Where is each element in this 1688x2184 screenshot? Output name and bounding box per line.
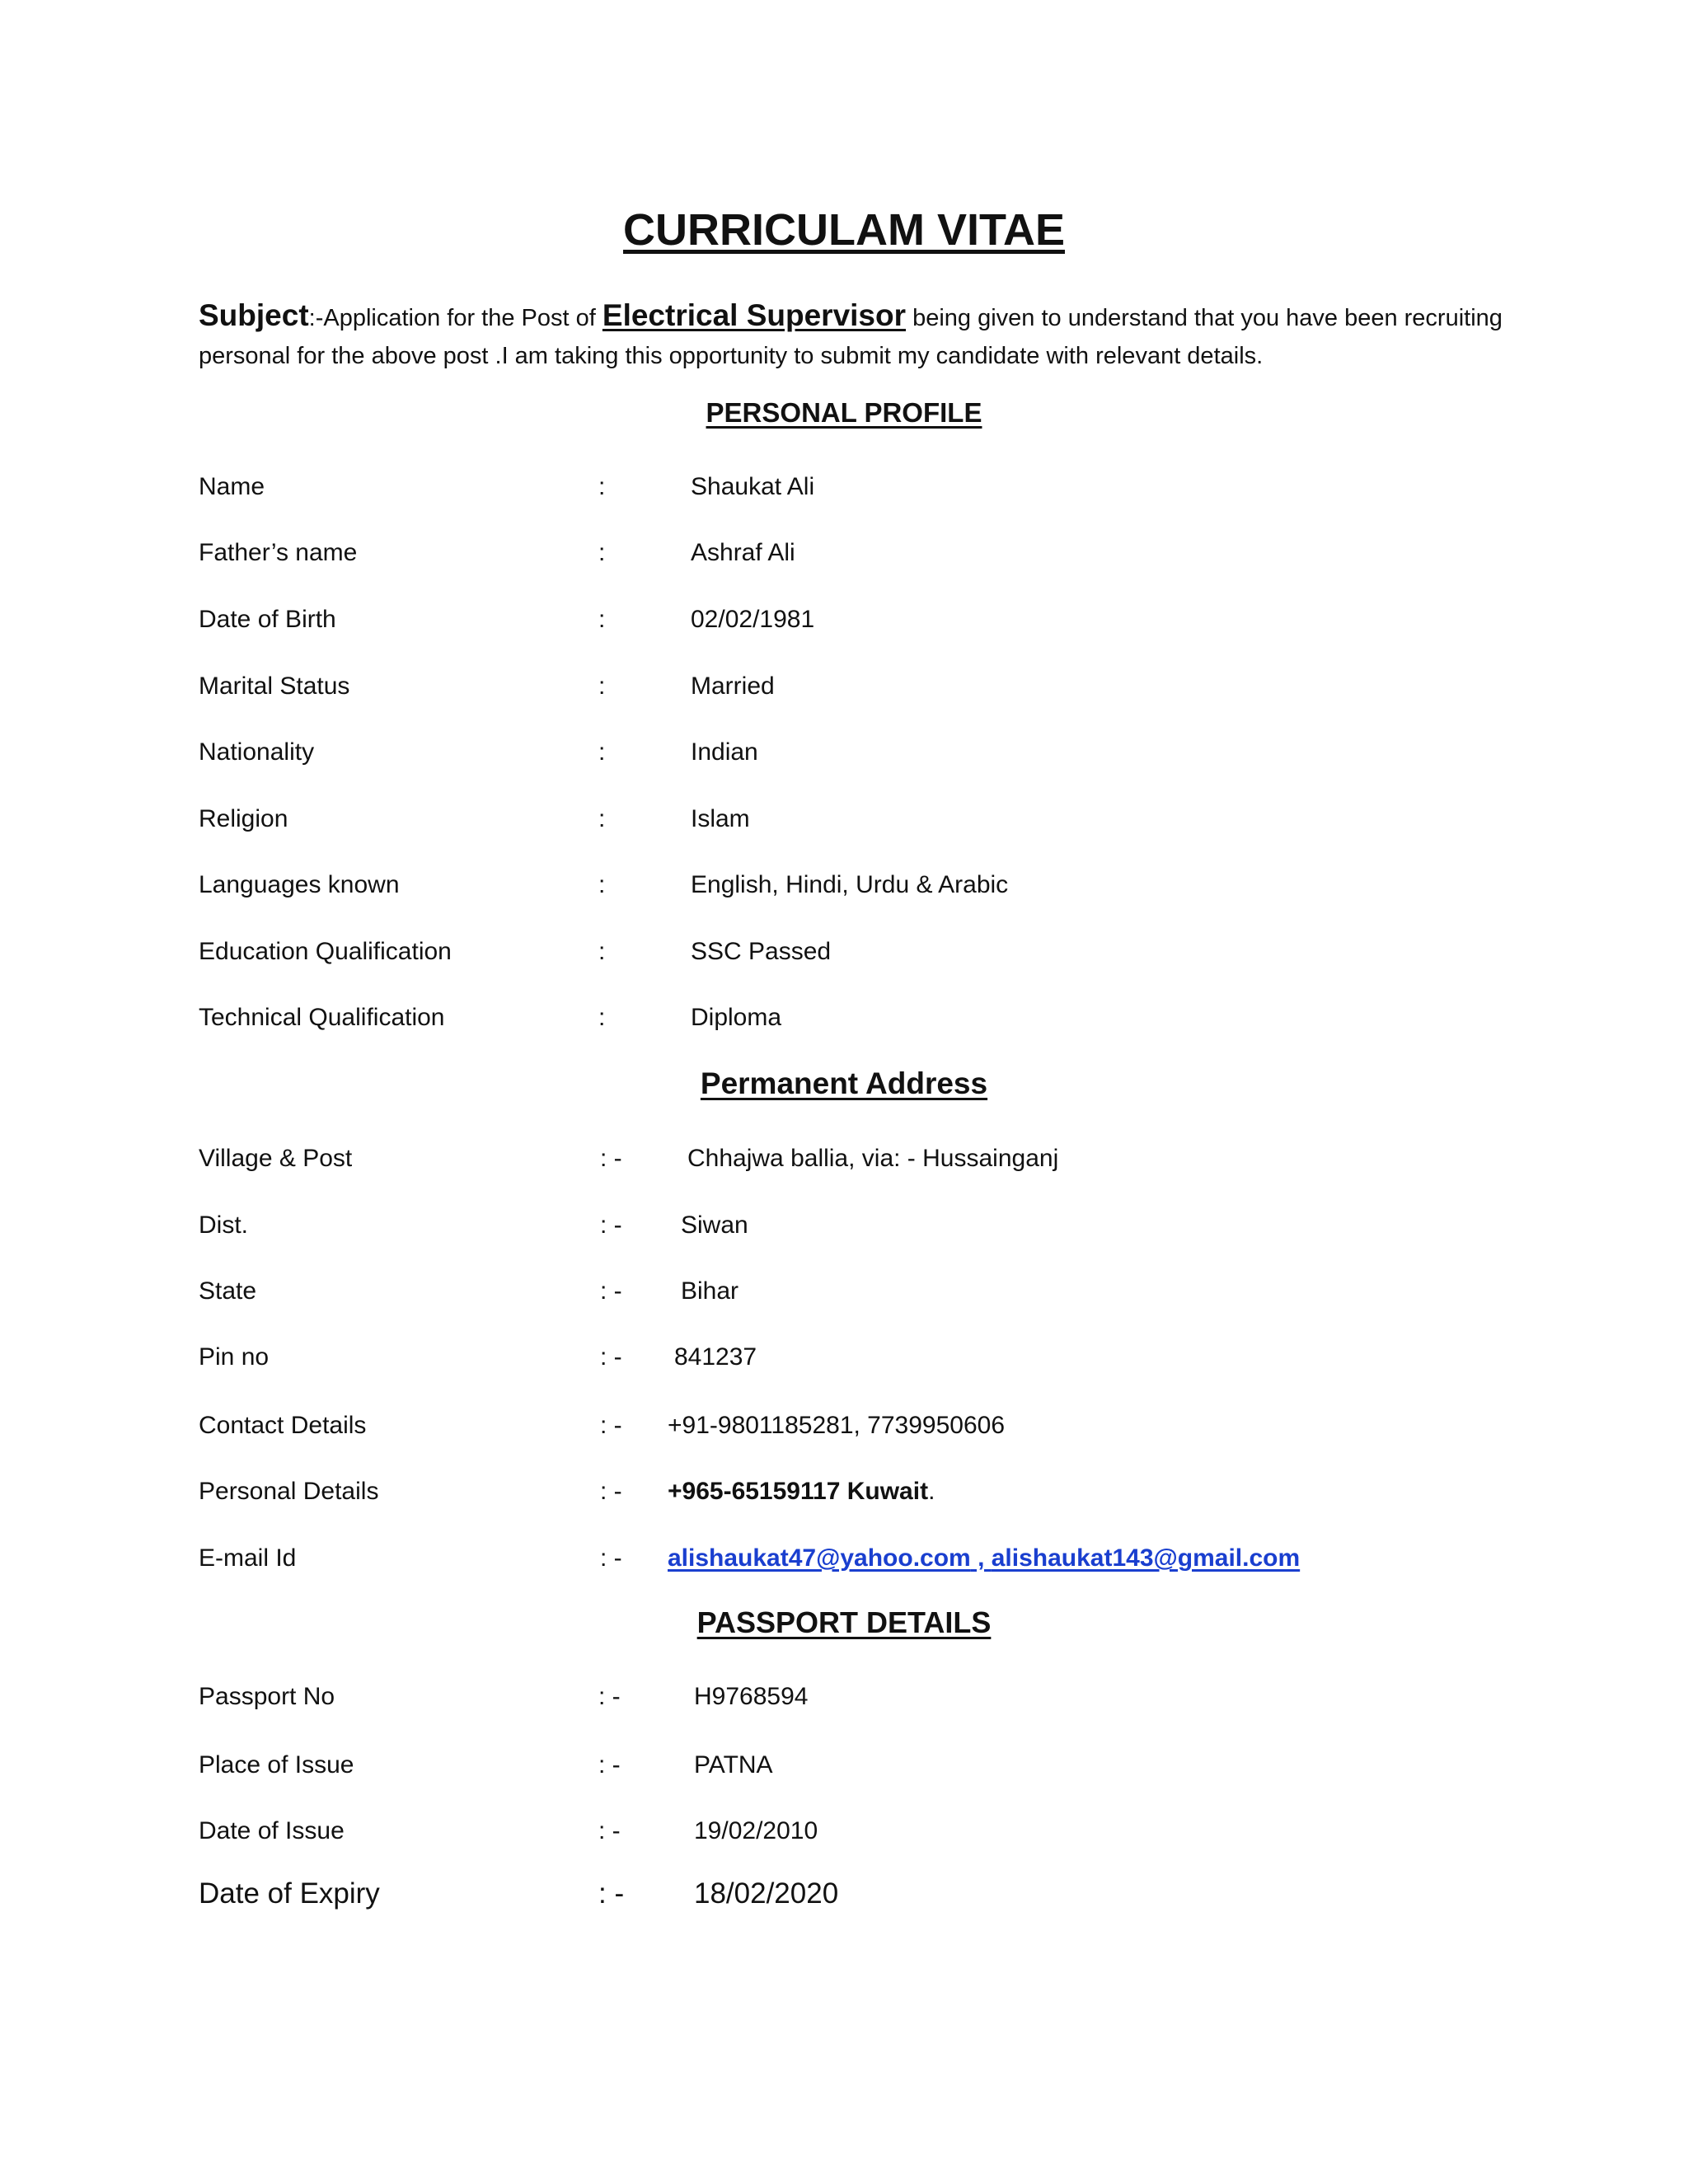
- email-separator: ,: [970, 1544, 992, 1572]
- passport-row-number: [0, 1676, 1688, 1718]
- permanent-address-heading: Permanent Address: [700, 1066, 988, 1100]
- profile-row-technical: [0, 997, 1688, 1038]
- address-row-contact: [0, 1405, 1688, 1446]
- email-link-gmail[interactable]: alishaukat143@gmail.com: [991, 1544, 1301, 1572]
- row-separator: : -: [600, 1145, 622, 1172]
- row-label: Date of Issue: [199, 1817, 345, 1844]
- email-link-yahoo[interactable]: alishaukat47@yahoo.com: [668, 1544, 971, 1572]
- profile-row-nationality: [0, 732, 1688, 773]
- profile-row-education: [0, 931, 1688, 972]
- row-separator: : -: [600, 1544, 622, 1572]
- row-value: 02/02/1981: [691, 606, 815, 633]
- profile-row-name: [0, 466, 1688, 508]
- row-value: Married: [691, 673, 775, 700]
- row-label: Marital Status: [199, 673, 350, 700]
- address-row-pin: [0, 1337, 1688, 1378]
- subject-paragraph: [199, 297, 1517, 375]
- row-label: Dist.: [199, 1212, 248, 1239]
- row-label: Pin no: [199, 1343, 270, 1371]
- row-value: Indian: [691, 738, 758, 766]
- document-title: CURRICULAM VITAE: [623, 205, 1065, 255]
- passport-row-date-of-issue: [0, 1811, 1688, 1852]
- row-separator: :: [598, 871, 606, 898]
- row-label: Personal Details: [199, 1478, 379, 1505]
- address-row-state: [0, 1271, 1688, 1312]
- row-separator: :: [598, 805, 606, 832]
- subject-label: Subject: [199, 298, 309, 332]
- row-label: Father’s name: [199, 539, 358, 566]
- row-value: [668, 1471, 935, 1512]
- row-label: E-mail Id: [199, 1544, 297, 1572]
- row-label: Date of Birth: [199, 606, 336, 633]
- address-row-district: [0, 1205, 1688, 1246]
- row-value: Bihar: [681, 1277, 739, 1305]
- passport-row-place-of-issue: [0, 1745, 1688, 1786]
- row-separator: : -: [598, 1817, 621, 1844]
- row-separator: :: [598, 1004, 606, 1031]
- row-value: SSC Passed: [691, 938, 832, 965]
- profile-row-marital-status: [0, 666, 1688, 707]
- personal-profile-heading: PERSONAL PROFILE: [706, 397, 982, 428]
- row-label: Passport No: [199, 1683, 335, 1710]
- subject-text-end: being given to understand that you have been recruiting personal for the above post .I am taking this opportunity to submit my candidate with relevant details.: [199, 305, 1503, 369]
- row-value: [668, 1538, 1300, 1579]
- row-value: 18/02/2020: [694, 1877, 839, 1910]
- row-value: Islam: [691, 805, 750, 832]
- address-row-village: [0, 1138, 1688, 1179]
- row-label: Nationality: [199, 738, 315, 766]
- passport-details-heading: PASSPORT DETAILS: [696, 1605, 992, 1639]
- row-label: Education Qualification: [199, 938, 452, 965]
- row-separator: :: [598, 938, 606, 965]
- passport-row-date-of-expiry: [0, 1873, 1688, 1915]
- personal-phone-suffix: .: [928, 1478, 935, 1505]
- row-separator: : -: [598, 1877, 625, 1910]
- profile-row-father-name: [0, 532, 1688, 574]
- row-separator: : -: [600, 1343, 622, 1371]
- profile-row-religion: [0, 799, 1688, 840]
- row-value: English, Hindi, Urdu & Arabic: [691, 871, 1009, 898]
- row-separator: : -: [600, 1212, 622, 1239]
- subject-post-title: Electrical Supervisor: [602, 298, 907, 332]
- address-row-email: [0, 1538, 1688, 1579]
- row-label: Place of Issue: [199, 1751, 354, 1779]
- row-value: PATNA: [694, 1751, 773, 1779]
- row-separator: : -: [600, 1277, 622, 1305]
- row-value: Siwan: [681, 1212, 748, 1239]
- row-separator: :: [598, 673, 606, 700]
- row-label: Languages known: [199, 871, 400, 898]
- profile-row-languages: [0, 865, 1688, 906]
- row-label: Name: [199, 473, 265, 500]
- row-separator: :: [598, 539, 606, 566]
- row-value: H9768594: [694, 1683, 809, 1710]
- row-label: Technical Qualification: [199, 1004, 445, 1031]
- subject-text-start: :-Application for the Post of: [308, 305, 603, 331]
- address-row-personal: [0, 1471, 1688, 1512]
- row-separator: :: [598, 606, 606, 633]
- row-label: Religion: [199, 805, 288, 832]
- row-label: State: [199, 1277, 257, 1305]
- row-value: Shaukat Ali: [691, 473, 815, 500]
- row-separator: : -: [598, 1751, 621, 1779]
- profile-row-date-of-birth: [0, 599, 1688, 640]
- row-value: +91-9801185281, 7739950606: [668, 1412, 1006, 1439]
- row-label: Date of Expiry: [199, 1877, 380, 1910]
- row-separator: : -: [600, 1412, 622, 1439]
- row-separator: :: [598, 738, 606, 766]
- row-separator: : -: [598, 1683, 621, 1710]
- row-value: Diploma: [691, 1004, 782, 1031]
- row-value: Chhajwa ballia, via: - Hussainganj: [687, 1145, 1059, 1172]
- personal-phone: +965-65159117 Kuwait: [668, 1478, 929, 1505]
- row-label: Contact Details: [199, 1412, 367, 1439]
- row-value: 841237: [674, 1343, 757, 1371]
- row-separator: : -: [600, 1478, 622, 1505]
- row-value: Ashraf Ali: [691, 539, 795, 566]
- row-label: Village & Post: [199, 1145, 353, 1172]
- row-value: 19/02/2010: [694, 1817, 818, 1844]
- row-separator: :: [598, 473, 606, 500]
